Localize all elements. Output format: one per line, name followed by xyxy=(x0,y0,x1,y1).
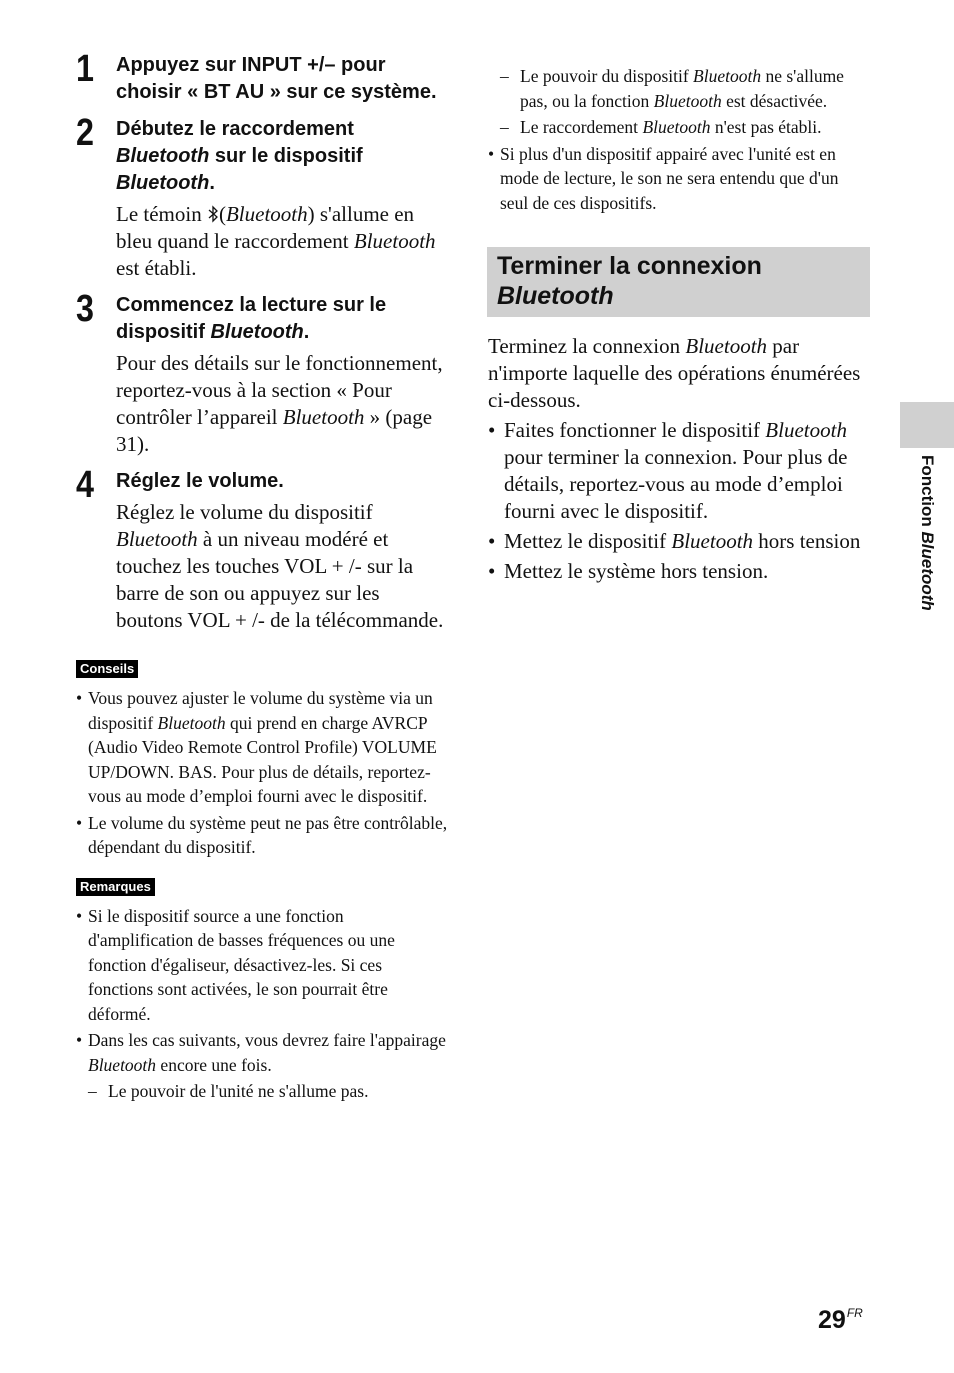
text: ( xyxy=(218,202,226,226)
text: Terminez la connexion xyxy=(488,334,686,358)
page-number xyxy=(818,1306,863,1335)
text: ) s'allume en bleu quand le raccordement xyxy=(116,202,415,253)
step-4 xyxy=(76,464,451,634)
text: Bluetooth xyxy=(282,405,365,429)
text: Bluetooth xyxy=(116,145,210,167)
remarques-list-right xyxy=(488,64,866,215)
step-number: 1 xyxy=(76,48,94,90)
text: sur le dispositif xyxy=(209,145,363,167)
text: Réglez le volume du dispositif xyxy=(116,500,373,524)
text: Mettez le dispositif xyxy=(504,529,672,553)
text: . xyxy=(303,321,310,343)
step-title: Appuyez sur INPUT +/– pour choisir « BT AU » sur ce système. xyxy=(116,54,437,103)
step-2 xyxy=(76,112,451,282)
text: est désactivée. xyxy=(721,90,828,111)
section-intro xyxy=(488,333,866,414)
text: Le raccordement xyxy=(520,117,643,137)
text: encore une fois. xyxy=(156,1054,272,1075)
text: ne s'allume pas, ou la fonction xyxy=(520,66,844,111)
text: pour terminer la connexion. Pour plus de détails, reportez-vous au mode d’emploi fourni avec le dispositif. xyxy=(504,445,848,523)
text: Bluetooth xyxy=(685,334,768,358)
list-item: • Si le dispositif source a une fonction d'amplification de basses fréquences ou une fonction d'égaliseur, désactivez-les. Si ces fonctions sont activées, le son pourrait être déformé. xyxy=(76,904,451,1027)
text: Bluetooth xyxy=(210,321,304,343)
list-item: – Le pouvoir de l'unité ne s'allume pas. xyxy=(76,1079,451,1104)
conseils-list xyxy=(76,686,451,860)
side-tab-marker xyxy=(900,402,954,448)
text: Bluetooth xyxy=(642,117,711,137)
text: Fonction xyxy=(918,455,937,532)
text: Commencez la lecture sur le dispositif xyxy=(116,294,387,343)
text: Bluetooth xyxy=(497,282,614,310)
text: Vous pouvez ajuster le volume du système via un dispositif xyxy=(88,688,433,733)
text: FR xyxy=(846,1306,863,1320)
remarques-list-left xyxy=(76,904,451,1104)
text: à un niveau modéré et touchez les touches VOL + /- sur la barre de son ou appuyez sur les boutons VOL + /- de la télécommande. xyxy=(116,527,444,632)
text: Bluetooth xyxy=(225,202,308,226)
step-3 xyxy=(76,288,451,458)
step-number: 2 xyxy=(76,112,94,154)
bluetooth-icon xyxy=(207,203,219,221)
text: 29 xyxy=(818,1306,846,1334)
text: . xyxy=(209,172,215,194)
text: Pour des détails sur le fonctionnement, reportez-vous à la section « Pour contrôler l’appareil xyxy=(116,351,443,429)
section-bullets xyxy=(488,417,866,585)
step-number: 3 xyxy=(76,288,94,330)
text: Bluetooth xyxy=(157,712,226,733)
text: qui prend en charge AVRCP (Audio Video Remote Control Profile) VOLUME UP/DOWN. BAS. Pour plus de détails, reportez-vous au mode d’emploi fourni avec le dispositif. xyxy=(88,712,437,806)
conseils-label: Conseils xyxy=(76,660,138,678)
step-title xyxy=(116,116,451,197)
right-column xyxy=(488,64,866,585)
remarques-label: Remarques xyxy=(76,878,155,896)
text: Bluetooth xyxy=(116,527,198,551)
text: Le témoin xyxy=(116,202,207,226)
text: Bluetooth xyxy=(693,66,762,86)
text: Bluetooth xyxy=(671,529,754,553)
text: est établi. xyxy=(116,256,197,280)
text: Le volume du système peut ne pas être contrôlable, dépendant du dispositif. xyxy=(88,812,448,857)
text: Faites fonctionner le dispositif xyxy=(504,418,766,442)
text: hors tension xyxy=(753,529,861,553)
text: Bluetooth xyxy=(353,229,436,253)
step-body xyxy=(116,499,451,634)
list-item xyxy=(488,64,866,113)
list-item xyxy=(76,1028,451,1077)
list-item xyxy=(488,417,866,525)
list-item xyxy=(488,115,866,140)
side-tab-label xyxy=(917,455,937,611)
step-title xyxy=(116,292,451,346)
step-1 xyxy=(76,48,451,106)
step-number: 4 xyxy=(76,464,94,506)
text: Bluetooth xyxy=(88,1054,157,1075)
text: Bluetooth xyxy=(765,418,847,442)
list-item: • Mettez le système hors tension. xyxy=(488,558,866,585)
text: par n'importe laquelle des opérations énumérées ci-dessous. xyxy=(488,334,861,412)
text: » (page 31). xyxy=(116,405,433,456)
text: Bluetooth xyxy=(653,90,722,111)
list-item xyxy=(76,686,451,809)
step-body xyxy=(116,201,451,282)
text: n'est pas établi. xyxy=(710,117,822,137)
step-body xyxy=(116,350,451,458)
list-item xyxy=(488,528,866,555)
step-title: Réglez le volume. xyxy=(116,470,284,492)
text: Dans les cas suivants, vous devrez faire l'appairage xyxy=(88,1030,446,1050)
section-heading xyxy=(487,247,870,317)
list-item xyxy=(76,811,451,860)
list-item: • Si plus d'un dispositif appairé avec l'unité est en mode de lecture, le son ne sera entendu que d'un seul de ces dispositifs. xyxy=(488,142,866,216)
text: Bluetooth xyxy=(918,531,937,611)
text: Le pouvoir du dispositif xyxy=(520,66,694,86)
heading-line xyxy=(497,281,860,311)
text: Bluetooth xyxy=(116,172,210,194)
heading-line: Terminer la connexion xyxy=(497,252,762,280)
text: Débutez le raccordement xyxy=(116,118,354,140)
left-column xyxy=(76,48,451,1106)
